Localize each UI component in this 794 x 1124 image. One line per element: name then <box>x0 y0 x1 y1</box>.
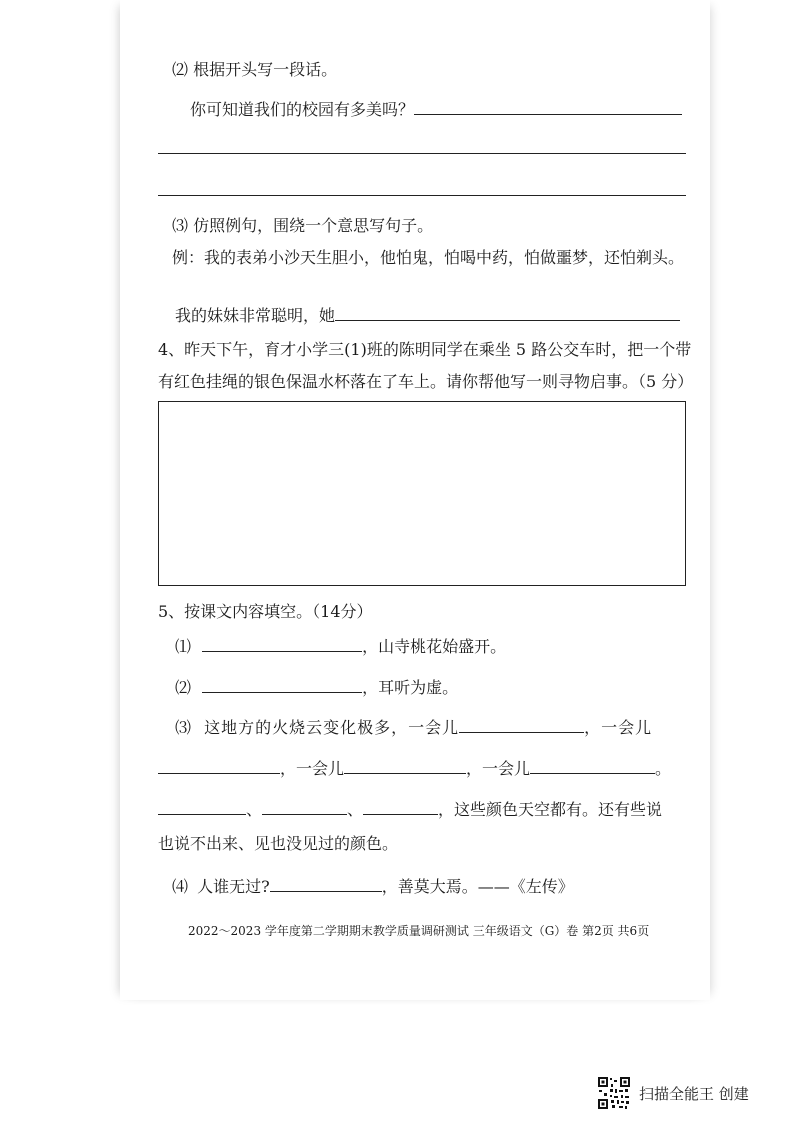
q3-3-instruction: ⑶ 仿照例句，围绕一个意思写句子。 <box>172 216 434 235</box>
q5-item-3-text-c: ，一会儿 <box>280 759 345 778</box>
q5-item-3-blank-3[interactable] <box>344 755 466 774</box>
q5-item-3-line-1 <box>175 714 652 740</box>
q4-text-line-1: 4、昨天下午，育才小学三(1)班的陈明同学在乘坐 5 路公交车时，把一个带 <box>158 340 692 359</box>
q5-item-3-blank-7[interactable] <box>363 796 438 815</box>
q5-item-3-blank-1[interactable] <box>459 714 584 733</box>
qr-code-icon <box>597 1076 631 1110</box>
q3-2-prompt: 你可知道我们的校园有多美吗？ <box>190 100 415 119</box>
q5-item-3-text-e: 。 <box>655 759 672 778</box>
watermark-text: 扫描全能王 创建 <box>639 1084 749 1103</box>
q5-item-1-number: ⑴ <box>175 637 192 656</box>
q5-item-3-text-a: 这地方的火烧云变化极多，一会儿 <box>204 718 460 737</box>
q3-2-answer-line-2[interactable] <box>158 153 686 154</box>
q3-3-prompt: 我的妹妹非常聪明，她 <box>175 306 336 325</box>
q5-item-3-text-d: ，一会儿 <box>466 759 531 778</box>
q5-item-3-line-4: 也说不出来、见也没见过的颜色。 <box>158 834 399 853</box>
q5-item-3-text-b: ，一会儿 <box>584 718 653 737</box>
q3-2-answer-blank[interactable] <box>414 96 682 115</box>
q5-item-3-line-3 <box>158 796 662 822</box>
q5-item-3-line-2 <box>158 755 671 781</box>
page-footer: 2022～2023 学年度第二学期期末教学质量调研测试 三年级语文（G）卷 第2页 共6页 <box>188 924 650 938</box>
q4-answer-box[interactable] <box>158 401 686 586</box>
q5-item-1-blank[interactable] <box>202 633 362 652</box>
q5-item-1-text: ，山寺桃花始盛开。 <box>362 637 507 656</box>
q5-item-3-text-g: 、 <box>347 800 364 819</box>
q5-item-3-blank-6[interactable] <box>262 796 347 815</box>
q5-item-4 <box>172 873 574 899</box>
q5-item-4-text-a: 人谁无过? <box>197 877 270 896</box>
q5-title: 5、按课文内容填空。（14分） <box>158 602 373 621</box>
q5-item-3-text-f: 、 <box>246 800 263 819</box>
q5-item-3-number: ⑶ <box>175 718 193 737</box>
q5-item-3-blank-5[interactable] <box>158 796 246 815</box>
q5-item-2-text: ，耳听为虚。 <box>362 678 459 697</box>
q5-item-3-blank-2[interactable] <box>158 755 280 774</box>
q3-3-example: 例：我的表弟小沙天生胆小，他怕鬼，怕喝中药，怕做噩梦，还怕剃头。 <box>172 248 685 267</box>
q4-text-line-2: 有红色挂绳的银色保温水杯落在了车上。请你帮他写一则寻物启事。（5 分） <box>158 372 694 391</box>
q3-3-answer-blank[interactable] <box>335 302 680 321</box>
q3-3-prompt-line <box>175 302 680 328</box>
q3-2-prompt-line <box>190 96 682 122</box>
q5-item-3-blank-4[interactable] <box>530 755 655 774</box>
q5-item-4-number: ⑷ <box>172 877 189 896</box>
q5-item-4-text-b: ，善莫大焉。——《左传》 <box>381 877 574 896</box>
q5-item-3-text-h: ，这些颜色天空都有。还有些说 <box>438 800 663 819</box>
scanner-watermark <box>597 1076 749 1110</box>
q5-item-2 <box>175 674 458 700</box>
q3-2-instruction: ⑵ 根据开头写一段话。 <box>172 60 338 79</box>
q3-2-answer-line-3[interactable] <box>158 195 686 196</box>
q5-item-2-number: ⑵ <box>175 678 192 697</box>
q5-item-2-blank[interactable] <box>202 674 362 693</box>
q5-item-4-blank[interactable] <box>270 873 382 892</box>
q5-item-1 <box>175 633 506 659</box>
